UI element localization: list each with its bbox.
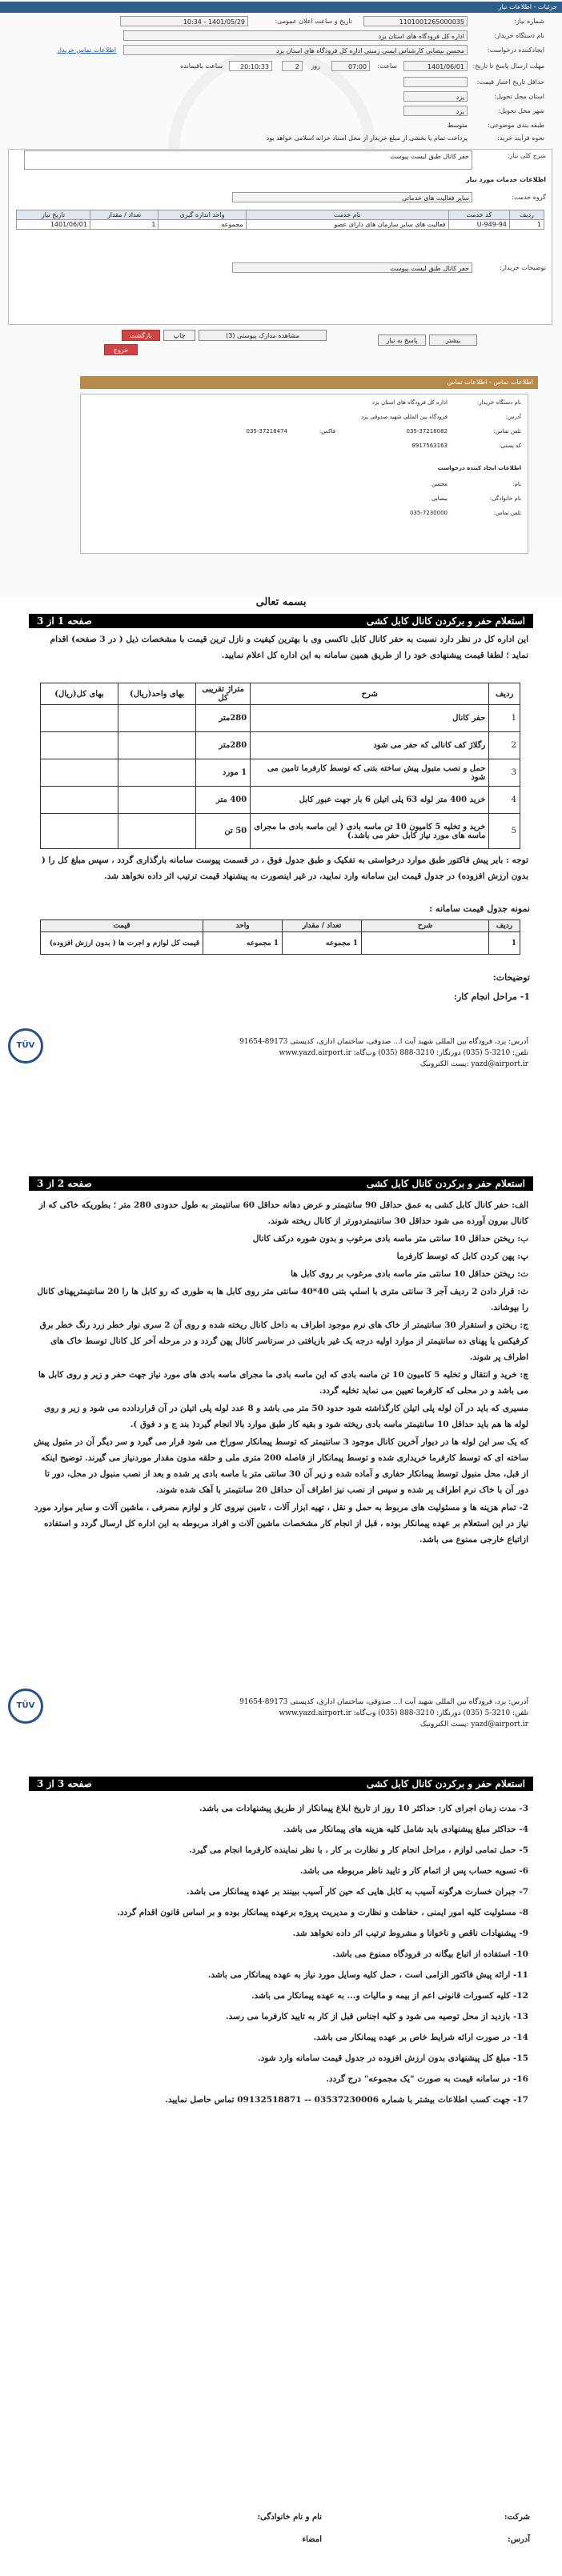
contact-address-value: فرودگاه بین المللی شهید صدوقی یزد bbox=[361, 414, 448, 420]
cell bbox=[41, 787, 118, 814]
reply-deadline-date-field: 1401/06/01 bbox=[403, 61, 468, 71]
delivery-city-field: یزد bbox=[403, 106, 468, 116]
doc-page2-num: صفحه 2 از 3 bbox=[37, 1178, 92, 1189]
price-table bbox=[40, 683, 520, 849]
doc-page2-title: استعلام حفر و برکردن کانال کابل کشی bbox=[366, 1178, 525, 1189]
list-item: 17- جهت کسب اطلاعات بیشتر با شماره 03537230006 -- 09132518871 تماس حاصل نمایید. bbox=[165, 2095, 528, 2105]
reply-days-field: 2 bbox=[282, 61, 303, 71]
list-item: 7- جبران خسارت هرگونه آسیب به کابل هایی که حین کار آسیب ببینند بر عهده پیمانکار می باشد. bbox=[187, 1887, 528, 1897]
sample-col-price: قیمت bbox=[41, 920, 203, 932]
cell bbox=[118, 705, 195, 732]
tuv-logo-icon: TÜV bbox=[8, 1689, 43, 1724]
doc-page2-header bbox=[29, 1176, 533, 1191]
list-item: ث: قرار دادن 2 ردیف آجر 3 سانتی متری با اسلپ بتنی 40*40 سانتی متر روی کابل ها به طوری که رو کابل ها را 20 سانتیمترپهنای کانال را بپوشاند. bbox=[37, 1287, 528, 1312]
cell: 1 bbox=[509, 220, 544, 230]
cell: قیمت کل لوازم و اجرت ها ( بدون ارزش افزوده) bbox=[41, 932, 203, 955]
table-row bbox=[17, 220, 544, 230]
group-field: سایر فعالیت های خدماتی bbox=[232, 192, 472, 202]
bismillah: بسمه تعالی bbox=[255, 596, 307, 608]
buyer-desc-field: حفر کانال طبق لیست پیوست bbox=[232, 262, 472, 273]
doc-page1-header bbox=[29, 614, 533, 628]
reply-deadline-label: مهلت ارسال پاسخ تا تاریخ: bbox=[472, 62, 544, 70]
sample-col-desc: شرح bbox=[362, 920, 489, 932]
creator-field: محسن بیضایی کارشناس ایمنی زمینی اداره کل فرودگاه های استان یزد bbox=[123, 45, 468, 55]
cell: مجموعه bbox=[159, 220, 246, 230]
page-header-bar bbox=[0, 2, 562, 13]
list-item: 15- مبلغ کل پیشنهادی بدون ارزش افزوده در جدول قیمت سامانه وارد شود. bbox=[258, 2053, 528, 2063]
list-item: 13- بازدید از محل توصیه می شود و کلیه اجناس قبل از کار به تایید کارفرما می رسد. bbox=[225, 2012, 528, 2021]
payment-value: پرداخت تمام یا بخشی از مبلغ خریدار از محل اسناد خزانه اسلامی خواهد بود bbox=[266, 134, 468, 142]
cell: 1 مورد bbox=[196, 759, 251, 787]
cell bbox=[362, 932, 489, 955]
price-col-desc: شرح bbox=[251, 683, 489, 705]
list-item: که یک سر این لوله ها در دیوار آخرین کانال موجود 3 سانتیمتر که توسط پیمانکار سوراخ می شود قرار می گیرد و سر دیگر آن در متبول پیش ساخته ای که توسط کارفرما خریداری شده و توسط پیمانکار از فاصله 200 متری ملی و حلقه مدون مقدار موردنیاز می گیرند. توضیح اینکه از قبل، محل منبول توسط پیمانکار حفاری و آماده شده و زیر آن 30 سانتی متر با ماسه بادی پر شده و بعد از نصب منبول در محل، دور تا دور آن با خاک نرم اطراف پر شده و سپس از نصب نیز اطراف آن حداقل 20 سانتیمتر با آهک شده شوند. bbox=[34, 1437, 528, 1495]
cell: 1 مجموعه bbox=[283, 932, 362, 955]
exit-button[interactable]: خروج bbox=[104, 344, 138, 355]
classification-value: متوسط bbox=[447, 122, 468, 129]
buyer-label: نام دستگاه خریدار: bbox=[494, 32, 544, 39]
footer-tel: تلفن: 3210-5 (035) دورنگار: 3210-888 (035) وب‌گاه: www.yazd.airport.ir bbox=[279, 1709, 528, 1717]
cell bbox=[118, 759, 195, 787]
page-title: جزئیات - اطلاعات نیاز bbox=[498, 3, 557, 10]
cell bbox=[41, 705, 118, 732]
cell: 280متر bbox=[196, 732, 251, 759]
cell: 50 تن bbox=[196, 814, 251, 849]
doc-page1-title: استعلام حفر و برکردن کانال کابل کشی bbox=[366, 615, 525, 627]
buyer-desc-label: توضیحات خریدار: bbox=[500, 264, 546, 271]
list-item: 12- کلیه کسورات قانونی اعم از بیمه و مالیات و... به عهده پیمانکار می باشد. bbox=[251, 1991, 528, 2001]
validity-label: حداقل تاریخ اعتبار قیمت: bbox=[476, 78, 544, 86]
cell: رگلاژ کف کانالی که حفر می شود bbox=[251, 732, 489, 759]
contact-phone-label: تلفن تماس: bbox=[493, 428, 521, 435]
doc-page1-num: صفحه 1 از 3 bbox=[37, 615, 92, 627]
delivery-province-field: یزد bbox=[403, 91, 468, 102]
cell: حفر کانال bbox=[251, 705, 489, 732]
services-col-date: تاریخ نیاز bbox=[17, 210, 90, 220]
list-item: 9- پیشنهادات ناقص و ناخوانا و مشروط ترتیب اثر داده نخواهد شد. bbox=[292, 1929, 528, 1938]
reply-hour-label: ساعت: bbox=[377, 62, 397, 70]
doc-page-1 bbox=[0, 596, 562, 1168]
services-header-row bbox=[17, 210, 544, 220]
list-item: 16- در سامانه قیمت به صورت "یک مجموعه" درج گردد. bbox=[326, 2074, 528, 2084]
contact-bar-title: اطلاعات تماس - اطلاعات تماس bbox=[447, 379, 533, 386]
doc-page-3 bbox=[0, 1769, 562, 2576]
cell: حمل و نصب متبول پیش ساخته بتنی که توسط کارفرما تامین می شود bbox=[251, 759, 489, 787]
contact-buyer-label: نام دستگاه خریدار: bbox=[476, 399, 521, 406]
tuv-logo-icon: TÜV bbox=[8, 1028, 43, 1064]
list-item: 3- مدت زمان اجرای کار: حداکثر 10 روز از تاریخ ابلاغ پیمانکار از طریق پیشنهادات می باشد. bbox=[199, 1804, 528, 1813]
cell: 2 bbox=[489, 732, 520, 759]
cell bbox=[118, 814, 195, 849]
table-row bbox=[41, 932, 520, 955]
cell: 1 bbox=[489, 932, 520, 955]
creator-name-value: محسن bbox=[432, 481, 448, 487]
list-item: 2- تمام هزینه ها و مسئولیت های مربوط به حمل و نقل ، تهیه ابزار آلات ، تامین نیروی کار و لوازم مصرفی ، ماشین آلات و سایر موارد مورد نیاز در این استعلام بر عهده پیمانکار بوده ، قبل از انجام کار مشخصات ماشین آلات و افراد مربوطه به این اداره کل ارسال گردد و استفاده ازاتباع خارجی ممنوع می باشد. bbox=[34, 1503, 528, 1544]
steps-title: 1- مراحل انجام کار: bbox=[453, 992, 530, 1002]
list-item: چ: خرید و انتقال و تخلیه 5 کامیون 10 تن ماسه بادی که این ماسه بادی ما مجرای ماسه بادی های مورد نیاز جهت حفر و زیر و روی کابل ها می باشد و در محلی که کارفرما تعیین می نماید تخلیه گردد. bbox=[38, 1370, 528, 1396]
list-item: 4- حداکثر مبلغ پیشنهادی باید شامل کلیه هزینه های پیمانکار می باشد. bbox=[283, 1825, 528, 1834]
group-label: گروه خدمت: bbox=[512, 194, 546, 201]
cell bbox=[118, 732, 195, 759]
list-item: الف: حفر کانال کابل کشی به عمق حداقل 90 سانتیمتر و عرض دهانه حداقل 60 سانتیمتر به طول حدودی 280 متر ؛ بطوریکه خاکی که از کانال بیرون آورده می شود حداقل 30 سانتیمتردورتر از کانال ریخته شوند. bbox=[38, 1200, 528, 1226]
cell: 1 bbox=[90, 220, 159, 230]
price-col-total: بهای کل(ریال) bbox=[41, 683, 118, 705]
doc-note1: توجه : بایر پیش فاکتور طبق موارد درخواستی به تفکیک و طبق جدول فوق ، در قسمت پیوست سامانه بارگذاری گردد ، سپس مبلغ کل را ( بدون ارزش افزوده) در جدول قیمت این سامانه وارد نمایید، در غیر اینصورت به پیشنهاد قیمت ترتیب اثر داده نخواهد شد. bbox=[41, 855, 528, 881]
footer-address: آدرس: یزد، فرودگاه بین المللی شهید آیت ا... صدوقی، ساختمان اداری، کدپستی 89173-91654 bbox=[239, 1698, 528, 1706]
list-item: 11- ارائه پیش فاکتور الزامی است ، حمل کلیه وسایل مورد نیاز به عهده پیمانکار می باشد. bbox=[207, 1970, 528, 1980]
list-item: پ: پهن کردن کابل که توسط کارفرما bbox=[396, 1252, 528, 1261]
list-item: 5- حمل تمامی لوازم ، مراحل انجام کار و نظارت بر کار ، با نظر نماینده کارفرما انجام می گیرد. bbox=[189, 1845, 528, 1855]
contact-phone-value: 035-37218082 bbox=[406, 428, 448, 435]
contact-fax-label: فاکس: bbox=[319, 428, 335, 435]
action-bar bbox=[0, 332, 562, 367]
price-header-row bbox=[41, 683, 520, 705]
table-row bbox=[41, 705, 520, 732]
reply-remaining-field: 20:10:33 bbox=[229, 61, 272, 71]
buyer-field: اداره کل فرودگاه های استان یزد bbox=[123, 30, 468, 41]
list-item: 14- در صورت ارائه شرایط خاص بر عهده پیمانکار می باشد. bbox=[313, 2033, 528, 2042]
services-table bbox=[16, 210, 544, 230]
sample-header-row bbox=[41, 920, 520, 932]
contact-panel bbox=[80, 394, 528, 554]
more-button[interactable]: بیشتر bbox=[429, 335, 477, 346]
creator-phone-label: تلفن تماس: bbox=[493, 510, 521, 516]
list-item: 10- استفاده از اتباع بیگانه در فرودگاه ممنوع می باشد. bbox=[332, 1949, 528, 1959]
print-button[interactable]: چاپ bbox=[163, 330, 195, 341]
cell: 949-94-U bbox=[448, 220, 509, 230]
table-row bbox=[41, 787, 520, 814]
footer-email: yazd@airport.ir :پست الکترونیک bbox=[419, 1721, 528, 1729]
need-number-label: شماره نیاز: bbox=[514, 18, 544, 25]
reply-days-label: روز bbox=[311, 62, 320, 70]
footer-tel: تلفن: 3210-5 (035) دورنگار: 3210-888 (035) وب‌گاه: www.yazd.airport.ir bbox=[279, 1049, 528, 1057]
back-button[interactable]: بازگشت bbox=[122, 330, 160, 341]
doc-footer-1 bbox=[48, 1036, 528, 1070]
classification-label: طبقه بندی موضوعی: bbox=[488, 122, 544, 129]
cell bbox=[118, 787, 195, 814]
list-item: مسیری که باید در آن لوله پلی اتیلن کارگذاشته شود حدود 50 متر می باشد و 8 عدد لوله پلی اتیلن در آن قراردادده می شود و زیر و روی لوله ها هم باید حداقل 10 سانتیمتر ماسه بادی ریخته شود و بقیه کار طبق موارد بالا انجام گیرد( بند ج و د فوق ). bbox=[44, 1404, 528, 1429]
cell bbox=[41, 759, 118, 787]
cell: 280متر bbox=[196, 705, 251, 732]
list-item: ج: ریختن و استقرار 30 سانتیمتر از خاک های نرم موجود اطراف به داخل کانال ریخته شده و روی آن 2 سری نوار خطر زرد رنگ خطر برق کرفیکس یا پهنای ده سانتیمتر از موارد اولیه درجه یک غیر بازیافتی در سرتاسر کانال پهن گردد و در مرحله آخر کل کانال توسط خاک های اطراف پر شوند. bbox=[39, 1320, 528, 1362]
cell: 1 bbox=[489, 705, 520, 732]
payment-label: نحوه فرآیند خرید: bbox=[497, 134, 544, 142]
sign-name: نام و نام خانوادگی: bbox=[257, 2513, 322, 2522]
contact-postal-value: 8917563163 bbox=[411, 443, 448, 449]
price-col-meter: متراژ تقریبی کل bbox=[196, 683, 251, 705]
reply-remaining-label: ساعت باقیمانده bbox=[180, 62, 223, 70]
creator-section-title: اطلاعات ایجاد کننده درخواست bbox=[437, 465, 521, 471]
contact-buyer-value: اداره کل فرودگاه های استان یزد bbox=[371, 399, 448, 406]
services-col-code: کد خدمت bbox=[448, 210, 509, 220]
doc-page3-header bbox=[29, 1777, 533, 1791]
sign-seal: امضاء bbox=[302, 2535, 322, 2544]
page2-items bbox=[32, 1197, 528, 1549]
reply-button[interactable]: پاسخ به نیاز bbox=[378, 335, 426, 346]
doc-page3-num: صفحه 3 از 3 bbox=[37, 1778, 92, 1789]
list-item: ت: ریختن حداقل 10 سانتی متر ماسه بادی مرغوب بر روی کابل ها bbox=[291, 1269, 528, 1279]
cell: 400 متر bbox=[196, 787, 251, 814]
sample-title: نمونه جدول قیمت سامانه : bbox=[429, 903, 530, 914]
cell: 4 bbox=[489, 787, 520, 814]
contact-postal-label: کد پستی: bbox=[499, 443, 521, 449]
services-col-unit: واحد اندازه گیری bbox=[159, 210, 246, 220]
list-item: ب: ریختن حداقل 10 سانتی متر ماسه بادی مرغوب و بدون شوره درکف کانال bbox=[252, 1234, 528, 1244]
services-col-row: ردیف bbox=[509, 210, 544, 220]
services-col-qty: تعداد / مقدار bbox=[90, 210, 159, 220]
explanations-title: توضیحات: bbox=[492, 972, 530, 983]
doc-page-2 bbox=[0, 1168, 562, 1769]
page3-items bbox=[32, 1801, 528, 2113]
price-col-unit: بهای واحد(ریال) bbox=[118, 683, 195, 705]
cell: خرید و تخلیه 5 کامیون 10 تن ماسه بادی ( این ماسه بادی ما مجرای ماسه های مورد نیاز کابل حفر می باشد.) bbox=[251, 814, 489, 849]
creator-family-value: بیضایی bbox=[431, 495, 448, 502]
need-number-field: 1101001265000035 bbox=[363, 16, 468, 26]
cell: خرید 400 متر لوله 63 پلی اتیلن 6 بار جهت عبور کابل bbox=[251, 787, 489, 814]
contact-bar bbox=[80, 376, 538, 389]
list-item: 6- تسویه حساب پس از اتمام کار و تایید ناظر مربوطه می باشد. bbox=[299, 1866, 528, 1876]
sample-col-qty: تعداد / مقدار bbox=[283, 920, 362, 932]
announce-date-label: تاریخ و ساعت اعلان عمومی: bbox=[275, 18, 352, 25]
sample-col-row: ردیف bbox=[489, 920, 520, 932]
cell: 1 مجموعه bbox=[203, 932, 283, 955]
cell: فعالیت های سایر سازمان های دارای عضو bbox=[246, 220, 448, 230]
announce-date-field: 1401/05/29 - 10:34 bbox=[120, 16, 248, 26]
creator-label: ایجادکننده درخواست: bbox=[487, 46, 544, 54]
doc-page3-title: استعلام حفر و برکردن کانال کابل کشی bbox=[366, 1778, 525, 1789]
brief-label: شرح کلی نیاز: bbox=[507, 152, 546, 159]
brief-field: حفر کانال طبق لیست پیوست bbox=[24, 150, 472, 170]
cell: 5 bbox=[489, 814, 520, 849]
creator-family-label: نام خانوادگی: bbox=[489, 495, 521, 502]
cell: 1401/06/01 bbox=[17, 220, 90, 230]
view-attachments-button[interactable]: مشاهده مدارک پیوستی (3) bbox=[199, 330, 327, 341]
contact-address-label: آدرس: bbox=[505, 414, 521, 420]
delivery-city-label: شهر محل تحویل: bbox=[498, 107, 544, 114]
table-row bbox=[41, 759, 520, 787]
sign-company: شرکت: bbox=[504, 2513, 530, 2522]
cell bbox=[41, 732, 118, 759]
list-item: 8- مسئولیت کلیه امور ایمنی ، حفاظت و نظارت و مدیریت پروژه برعهده پیمانکار بوده و بر اساس قانون اقدام گردد. bbox=[117, 1908, 528, 1917]
creator-name-label: نام: bbox=[512, 481, 521, 487]
reply-hour-field: 07:00 bbox=[331, 61, 370, 71]
validity-field bbox=[403, 77, 468, 87]
cell: 3 bbox=[489, 759, 520, 787]
footer-address: آدرس: یزد، فرودگاه بین المللی شهید آیت ا... صدوقی، ساختمان اداری، کدپستی 89173-91654 bbox=[239, 1038, 528, 1046]
services-section-title: اطلاعات خدمات مورد نیاز bbox=[465, 176, 546, 183]
contact-fax-value: 035-37218474 bbox=[246, 428, 287, 435]
price-col-row: ردیف bbox=[489, 683, 520, 705]
doc-footer-2 bbox=[48, 1697, 528, 1730]
creator-phone-value: 035-7230000 bbox=[409, 510, 448, 516]
table-row bbox=[41, 814, 520, 849]
goods-box bbox=[8, 149, 552, 325]
footer-email: yazd@airport.ir :پست الکترونیک bbox=[419, 1060, 528, 1068]
sample-table bbox=[40, 919, 520, 955]
sign-address: آدرس: bbox=[508, 2535, 530, 2544]
services-col-name: نام خدمت bbox=[246, 210, 448, 220]
buyer-contact-link[interactable]: اطلاعات تماس خریدار bbox=[56, 46, 116, 54]
cell bbox=[41, 814, 118, 849]
sample-col-unit: واحد bbox=[203, 920, 283, 932]
table-row bbox=[41, 732, 520, 759]
doc-intro: این اداره کل در نظر دارد نسبت به حفر کانال کابل تاکسی وی با بهترین کیفیت و نازل ترین قیمت با مشخصات ذیل ( در 3 صفحه) اقدام نماید ؛ لطفا قیمت پیشنهادی خود را از طریق همین سامانه به این اداره کل اعلام نمایید. bbox=[50, 635, 528, 660]
delivery-province-label: استان محل تحویل: bbox=[494, 93, 544, 100]
